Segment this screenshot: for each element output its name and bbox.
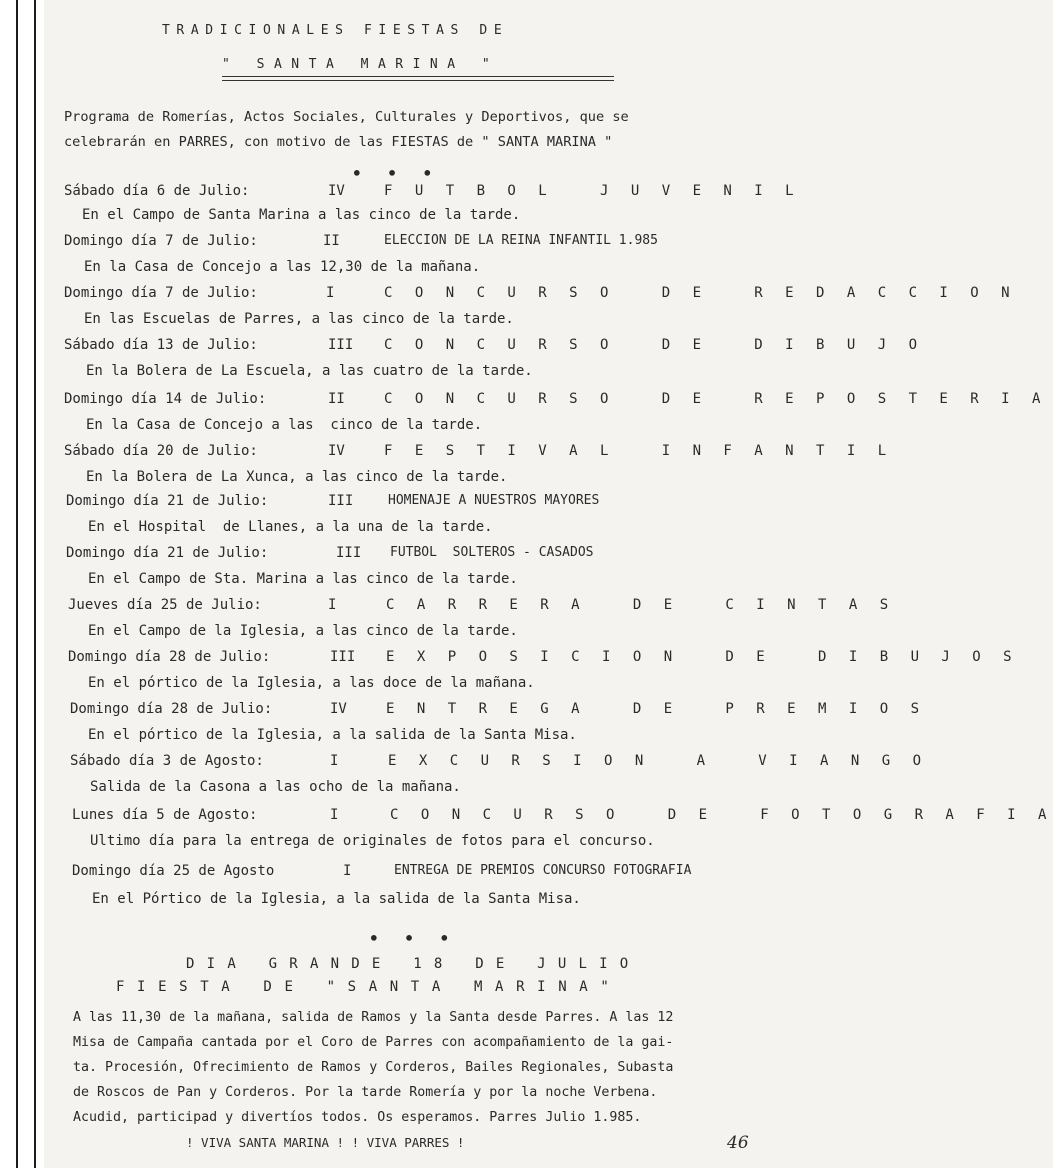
header-underline <box>222 76 614 81</box>
event-title: C O N C U R S O D E R E P O S T E R I A <box>384 391 1048 407</box>
event-title: E X P O S I C I O N D E D I B U J O S <box>386 649 1019 665</box>
event-title: E X C U R S I O N A V I A N G O <box>388 753 929 769</box>
event-row <box>0 545 850 565</box>
event-date: Jueves día 25 de Julio: <box>68 597 262 613</box>
event-date: Domingo día 28 de Julio: <box>70 701 273 717</box>
event-date: Lunes día 5 de Agosto: <box>72 807 258 823</box>
event-row <box>0 233 850 253</box>
grand-day-text: A las 11,30 de la mañana, salida de Ramos y la Santa desde Parres. A las 12 <box>73 1010 674 1025</box>
event-date: Domingo día 28 de Julio: <box>68 649 271 665</box>
event-title: FUTBOL SOLTEROS - CASADOS <box>390 545 594 560</box>
event-title: F U T B O L J U V E N I L <box>384 183 801 199</box>
event-edition: III <box>328 337 354 353</box>
event-title: ELECCION DE LA REINA INFANTIL 1.985 <box>384 233 658 248</box>
event-date: Sábado día 13 de Julio: <box>64 337 258 353</box>
closing-cheer: ! VIVA SANTA MARINA ! ! VIVA PARRES ! <box>186 1135 465 1150</box>
event-row <box>0 753 929 773</box>
event-title: ENTREGA DE PREMIOS CONCURSO FOTOGRAFIA <box>394 863 692 878</box>
event-place: En el Hospital de Llanes, a la una de la tarde. <box>88 519 493 535</box>
event-place: En el pórtico de la Iglesia, a la salida de la Santa Misa. <box>88 727 577 743</box>
header-subtitle: " SANTA MARINA " <box>222 57 500 72</box>
event-place: En la Casa de Concejo a las 12,30 de la mañana. <box>84 259 481 275</box>
event-date: Sábado día 6 de Julio: <box>64 183 250 199</box>
grand-day-text: ta. Procesión, Ofrecimiento de Ramos y Corderos, Bailes Regionales, Subasta <box>73 1060 674 1075</box>
event-title: HOMENAJE A NUESTROS MAYORES <box>388 493 600 508</box>
event-row <box>0 285 1017 305</box>
event-date: Sábado día 3 de Agosto: <box>70 753 264 769</box>
event-title: C O N C U R S O D E F O T O G R A F I A <box>390 807 1053 823</box>
event-edition: II <box>323 233 340 249</box>
separator: • • • <box>369 929 458 948</box>
event-edition: I <box>330 753 339 769</box>
event-title: C A R R E R A D E C I N T A S <box>386 597 896 613</box>
event-place: En la Bolera de La Escuela, a las cuatro de la tarde. <box>86 363 533 379</box>
event-title: C O N C U R S O D E R E D A C C I O N <box>384 285 1017 301</box>
event-place: En la Bolera de La Xunca, a las cinco de la tarde. <box>86 469 508 485</box>
event-title: F E S T I V A L I N F A N T I L <box>384 443 894 459</box>
event-title: E N T R E G A D E P R E M I O S <box>386 701 927 717</box>
header-title: TRADICIONALES FIESTAS DE <box>162 23 509 38</box>
intro-line: Programa de Romerías, Actos Sociales, Culturales y Deportivos, que se <box>64 109 629 125</box>
event-title: C O N C U R S O D E D I B U J O <box>384 337 925 353</box>
grand-day-subtitle: F I E S T A D E " S A N T A M A R I N A " <box>116 979 611 995</box>
event-row <box>0 863 850 883</box>
event-place: En el pórtico de la Iglesia, a las doce de la mañana. <box>88 675 535 691</box>
event-place: En las Escuelas de Parres, a las cinco de la tarde. <box>84 311 514 327</box>
grand-day-text: Acudid, participad y divertíos todos. Os esperamos. Parres Julio 1.985. <box>73 1110 642 1125</box>
intro-line: celebrarán en PARRES, con motivo de las FIESTAS de " SANTA MARINA " <box>64 134 613 150</box>
grand-day-text: Misa de Campaña cantada por el Coro de Parres con acompañamiento de la gai- <box>73 1035 674 1050</box>
event-edition: I <box>326 285 335 301</box>
separator: • • • <box>352 164 441 183</box>
grand-day-title: D I A G R A N D E 1 8 D E J U L I O <box>186 956 631 972</box>
event-date: Domingo día 25 de Agosto <box>72 863 275 879</box>
event-place: En el Campo de la Iglesia, a las cinco de la tarde. <box>88 623 518 639</box>
event-edition: II <box>328 391 345 407</box>
event-row <box>0 807 1053 827</box>
event-row <box>0 597 896 617</box>
event-row <box>0 337 925 357</box>
event-row <box>0 493 850 513</box>
event-row <box>0 391 1048 411</box>
event-place: Salida de la Casona a las ocho de la mañana. <box>90 779 461 795</box>
event-edition: IV <box>330 701 347 717</box>
event-row <box>0 183 850 203</box>
event-row <box>0 649 1019 669</box>
event-date: Domingo día 7 de Julio: <box>64 233 258 249</box>
event-place: En el Campo de Santa Marina a las cinco de la tarde. <box>82 207 521 223</box>
event-edition: III <box>336 545 362 561</box>
event-date: Domingo día 21 de Julio: <box>66 545 269 561</box>
margin-rule <box>16 0 18 1168</box>
binding-margin <box>0 0 44 1168</box>
event-date: Domingo día 7 de Julio: <box>64 285 258 301</box>
margin-rule <box>34 0 36 1168</box>
event-edition: III <box>330 649 356 665</box>
event-place: En el Pórtico de la Iglesia, a la salida de la Santa Misa. <box>92 891 581 907</box>
event-edition: IV <box>328 443 345 459</box>
page-number: 46 <box>727 1133 749 1153</box>
event-place: En la Casa de Concejo a las cinco de la tarde. <box>86 417 483 433</box>
event-edition: I <box>328 597 337 613</box>
event-edition: I <box>343 863 352 879</box>
event-date: Domingo día 21 de Julio: <box>66 493 269 509</box>
event-place: En el Campo de Sta. Marina a las cinco de la tarde. <box>88 571 518 587</box>
event-edition: I <box>330 807 339 823</box>
grand-day-text: de Roscos de Pan y Corderos. Por la tarde Romería y por la noche Verbena. <box>73 1085 658 1100</box>
event-row <box>0 701 927 721</box>
event-place: Ultimo día para la entrega de originales de fotos para el concurso. <box>90 833 655 849</box>
event-row <box>0 443 894 463</box>
event-date: Domingo día 14 de Julio: <box>64 391 267 407</box>
event-edition: IV <box>328 183 345 199</box>
event-date: Sábado día 20 de Julio: <box>64 443 258 459</box>
event-edition: III <box>328 493 354 509</box>
